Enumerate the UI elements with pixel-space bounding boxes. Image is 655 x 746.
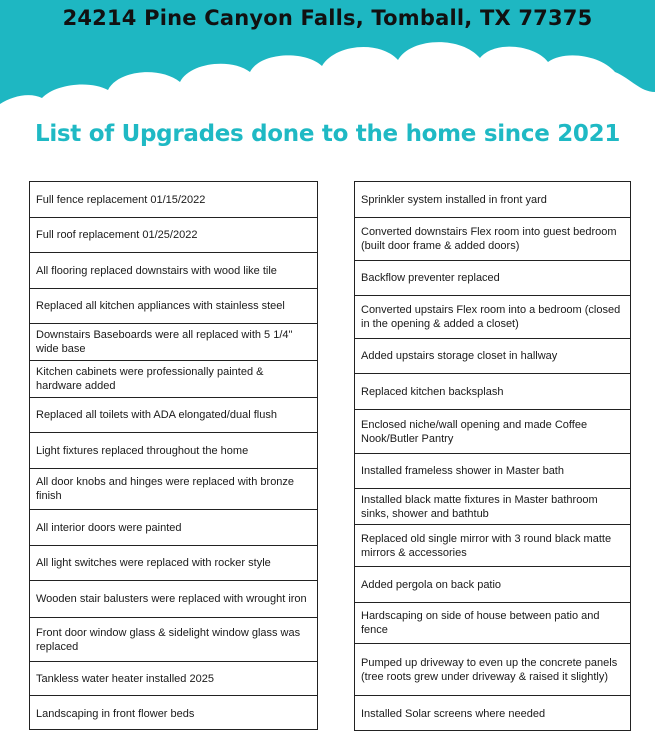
table-row: [30, 398, 317, 433]
upgrade-item-text: Tankless water heater installed 2025: [36, 672, 214, 685]
upgrades-table-left: [29, 181, 318, 730]
upgrade-item-text: Hardscaping on side of house between patio and fence: [361, 610, 600, 636]
upgrade-item-text: Pumped up driveway to even up the concrete panels (tree roots grew under driveway & raised it slightly): [361, 656, 618, 683]
upgrade-item-text: Added pergola on back patio: [361, 578, 502, 591]
table-row: [30, 361, 317, 398]
table-row: [30, 546, 317, 581]
upgrade-item-text: Wooden stair balusters were replaced with wrought iron: [36, 593, 307, 605]
table-row: [30, 510, 317, 546]
table-row: [30, 618, 317, 662]
table-row: [355, 489, 630, 525]
table-row: [355, 567, 630, 603]
table-row: [30, 469, 317, 510]
table-row: [355, 296, 630, 339]
upgrade-item-text: Downstairs Baseboards were all replaced with 5 1/4" wide base: [36, 329, 293, 355]
table-row: [355, 603, 630, 644]
page-title: List of Upgrades done to the home since 2021: [34, 121, 621, 147]
upgrade-item-text: Added upstairs storage closet in hallway: [361, 350, 558, 362]
upgrade-item-text: Enclosed niche/wall opening and made Coffee Nook/Butler Pantry: [361, 418, 588, 445]
table-row: [30, 662, 317, 696]
upgrade-item-text: All light switches were replaced with rocker style: [36, 557, 271, 569]
table-row: [355, 218, 630, 261]
upgrade-item-text: Replaced all kitchen appliances with stainless steel: [36, 300, 285, 312]
table-row: [355, 644, 630, 696]
upgrade-item-text: Installed Solar screens where needed: [361, 708, 546, 720]
upgrade-item-text: Full fence replacement 01/15/2022: [36, 193, 206, 206]
table-row: [355, 182, 630, 218]
table-row: [30, 289, 317, 324]
table-row: [355, 339, 630, 374]
upgrade-item-text: Full roof replacement 01/25/2022: [36, 229, 198, 241]
table-row: [30, 581, 317, 618]
upgrade-item-text: All flooring replaced downstairs with wood like tile: [36, 264, 277, 277]
table-row: [355, 525, 630, 567]
table-row: [30, 218, 317, 253]
upgrade-item-text: Converted downstairs Flex room into guest bedroom (built door frame & added doors): [361, 226, 617, 252]
upgrade-item-text: Installed black matte fixtures in Master bathroom sinks, shower and bathtub: [361, 493, 598, 520]
upgrade-item-text: Replaced old single mirror with 3 round black matte mirrors & accessories: [361, 532, 612, 559]
upgrade-item-text: Light fixtures replaced throughout the home: [36, 444, 249, 457]
table-row: [355, 696, 630, 732]
table-row: [30, 324, 317, 361]
table-row: [355, 410, 630, 454]
upgrade-item-text: Installed frameless shower in Master bath: [361, 465, 564, 477]
upgrades-table-right: [354, 181, 631, 731]
table-row: [355, 261, 630, 296]
upgrade-item-text: Converted upstairs Flex room into a bedroom (closed in the opening & added a closet): [361, 304, 621, 330]
table-row: [30, 182, 317, 218]
table-row: [355, 374, 630, 410]
upgrade-item-text: Replaced kitchen backsplash: [361, 385, 504, 398]
upgrade-item-text: Kitchen cabinets were professionally painted & hardware added: [36, 366, 264, 392]
table-row: [30, 696, 317, 731]
upgrade-item-text: Replaced all toilets with ADA elongated/dual flush: [36, 409, 277, 421]
property-address: 24214 Pine Canyon Falls, Tomball, TX 77375: [62, 6, 593, 30]
upgrade-item-text: Front door window glass & sidelight window glass was replaced: [36, 626, 301, 653]
upgrade-item-text: Backflow preventer replaced: [361, 272, 500, 284]
upgrade-item-text: All door knobs and hinges were replaced with bronze finish: [36, 476, 295, 502]
table-row: [30, 253, 317, 289]
table-row: [30, 433, 317, 469]
upgrade-item-text: Sprinkler system installed in front yard: [361, 193, 547, 206]
upgrade-item-text: All interior doors were painted: [36, 521, 182, 534]
table-row: [355, 454, 630, 489]
upgrade-item-text: Landscaping in front flower beds: [36, 707, 195, 720]
